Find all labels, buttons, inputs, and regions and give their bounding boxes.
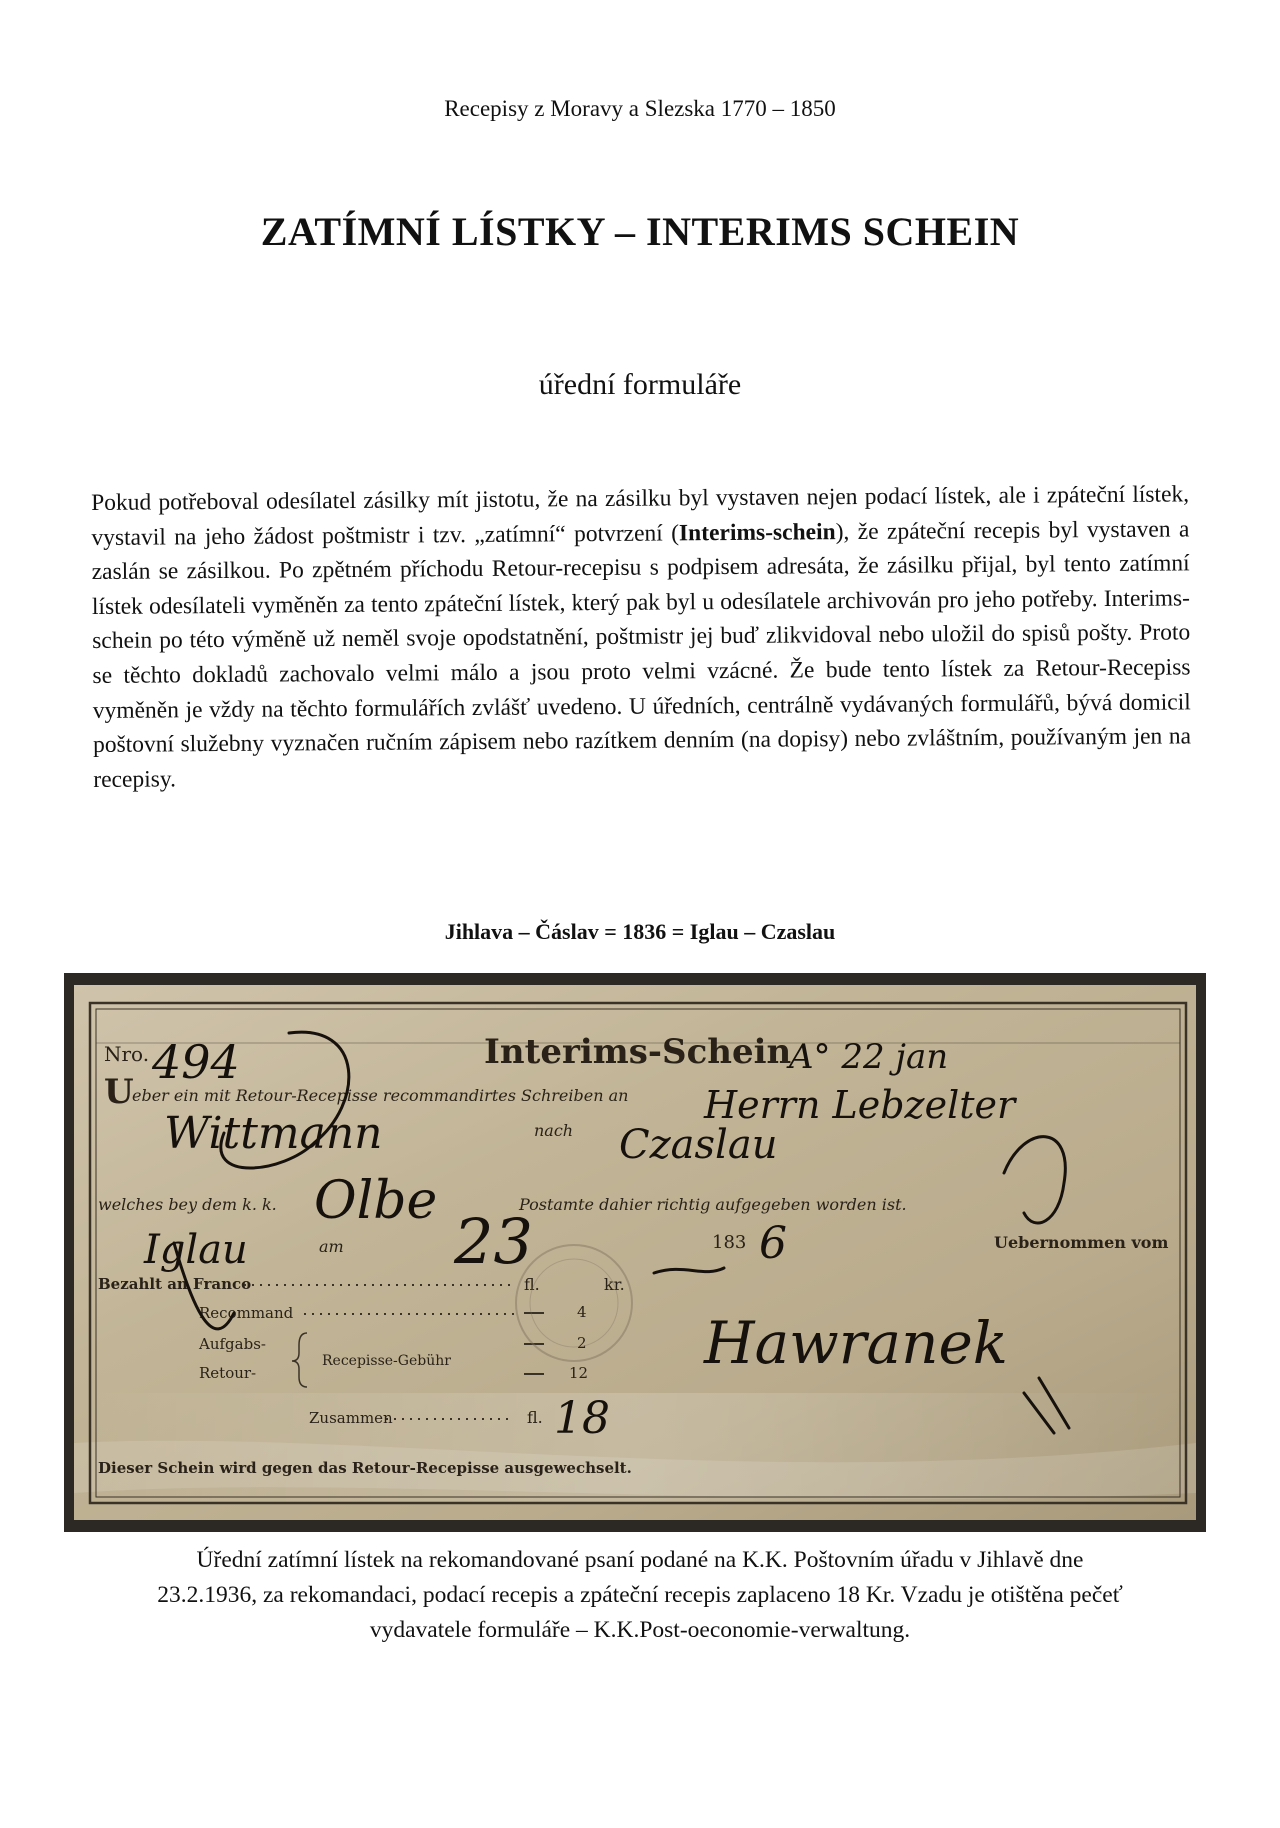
scan-line2-right: Postamte dahier richtig aufgegeben worden ist. [519, 1195, 907, 1214]
scan-hand-date: A° 22 jan [789, 1037, 949, 1077]
caption-line-3: vydavatele formuláře – K.K.Post-oeconomie-verwaltung. [369, 1617, 911, 1643]
exhibit-heading: Jihlava – Čáslav = 1836 = Iglau – Czaslau [444, 919, 836, 944]
scan-form-title: Interims-Schein [484, 1032, 792, 1072]
scan-bezahlt: Bezahlt an Franco [98, 1275, 252, 1293]
scan-hand-number: 494 [152, 1035, 240, 1089]
scan-hand-signature: Hawranek [704, 1309, 1008, 1377]
scan-amt-recommand: 4 [577, 1303, 587, 1321]
scan-retour: Retour- [199, 1364, 257, 1382]
scan-aufgabs: Aufgabs- [199, 1335, 266, 1353]
scan-am: am [319, 1237, 344, 1256]
scan-year: 183 [712, 1232, 747, 1253]
scan-hand-place-right: Czaslau [619, 1122, 778, 1168]
scan-hand-office: Olbe [314, 1171, 438, 1231]
scan-uebernommen: Uebernommen vom [994, 1233, 1169, 1252]
scan-line1: eber ein mit Retour-Recepisse recommandirtes Schreiben an [132, 1086, 629, 1105]
scan-recepisse-gebuehr: Recepisse-Gebühr [322, 1353, 451, 1369]
scan-fl2: fl. [527, 1408, 543, 1427]
scan-number-label: Nro. [104, 1042, 150, 1066]
caption-line-2: 23.2.1936, za rekomandaci, podací recepis a zpáteční recepis zaplaceno 18 Kr. Vzadu je otištěna pečeť [157, 1582, 1123, 1608]
document-scan-image [64, 973, 1206, 1532]
scan-recommand: Recommand [199, 1304, 294, 1322]
scan-initial: U [104, 1072, 134, 1112]
caption-line-1: Úřední zatímní lístek na rekomandované psaní podané na K.K. Poštovním úřadu v Jihlavě dne [196, 1547, 1084, 1573]
scan-amt-retour: 12 [569, 1364, 589, 1382]
exhibit-caption [70, 1543, 1210, 1648]
description-bold-term: Interims-schein [678, 518, 836, 546]
description-paragraph [91, 477, 1191, 797]
scan-hand-year: 6 [759, 1218, 787, 1269]
scan-line2-left: welches bey dem k. k. [98, 1195, 277, 1214]
scan-hand-origin: Iglau [144, 1227, 248, 1273]
scan-hand-addressee: Herrn Lebzelter [704, 1083, 1016, 1127]
scan-hand-day: 23 [454, 1205, 533, 1278]
page-title: ZATÍMNÍ LÍSTKY – INTERIMS SCHEIN [260, 209, 1020, 254]
scan-zusammen: Zusammen [309, 1409, 393, 1427]
description-text-part1: Pokud potřeboval odesílatel zásilky mít jistotu, že na zásilku byl vystaven nejen podací lístek, ale i zpáteční lístek, vystavil na jeho žádost poštmistr i tzv. „zatímní“ potvrzení ( [91, 481, 1190, 551]
scan-kr: kr. [604, 1275, 625, 1294]
scan-amt-aufgabs: 2 [577, 1334, 587, 1352]
scan-fl1: fl. [524, 1275, 540, 1294]
scan-hand-place-left: Wittmann [164, 1108, 383, 1159]
series-title: Recepisy z Moravy a Slezska 1770 – 1850 [444, 96, 836, 121]
scan-footer: Dieser Schein wird gegen das Retour-Recepisse ausgewechselt. [98, 1459, 632, 1477]
scan-nach: nach [534, 1121, 574, 1140]
scan-hand-total: 18 [554, 1393, 610, 1444]
page-subtitle: úřední formuláře [538, 368, 742, 401]
description-text-part2: ), že zpáteční recepis byl vystaven a zaslán se zásilkou. Po zpětném příchodu Retour-recepisu s podpisem adresáta, že zásilku přijal, byl tento zatímní lístek odesílateli vyměněn za tento zpáteční lístek, který pak byl u odesílatele archivován pro jeho potřeby. Interims-schein po této výměně už neměl svoje opodstatnění, poštmistr jej buď zlikvidoval nebo uložil do spisů pošty. Proto se těchto dokladů zachovalo velmi málo a jsou proto velmi vzácné. Že bude tento lístek za Retour-Recepiss vyměněn je vždy na těchto formulářích zvlášť uvedeno. U úředních, centrálně vydávaných formulářů, bývá domicil poštovní služebny vyznačen ručním zápisem nebo razítkem denním (na dopisy) nebo zvláštním, používaným jen na recepisy. [91, 515, 1192, 793]
